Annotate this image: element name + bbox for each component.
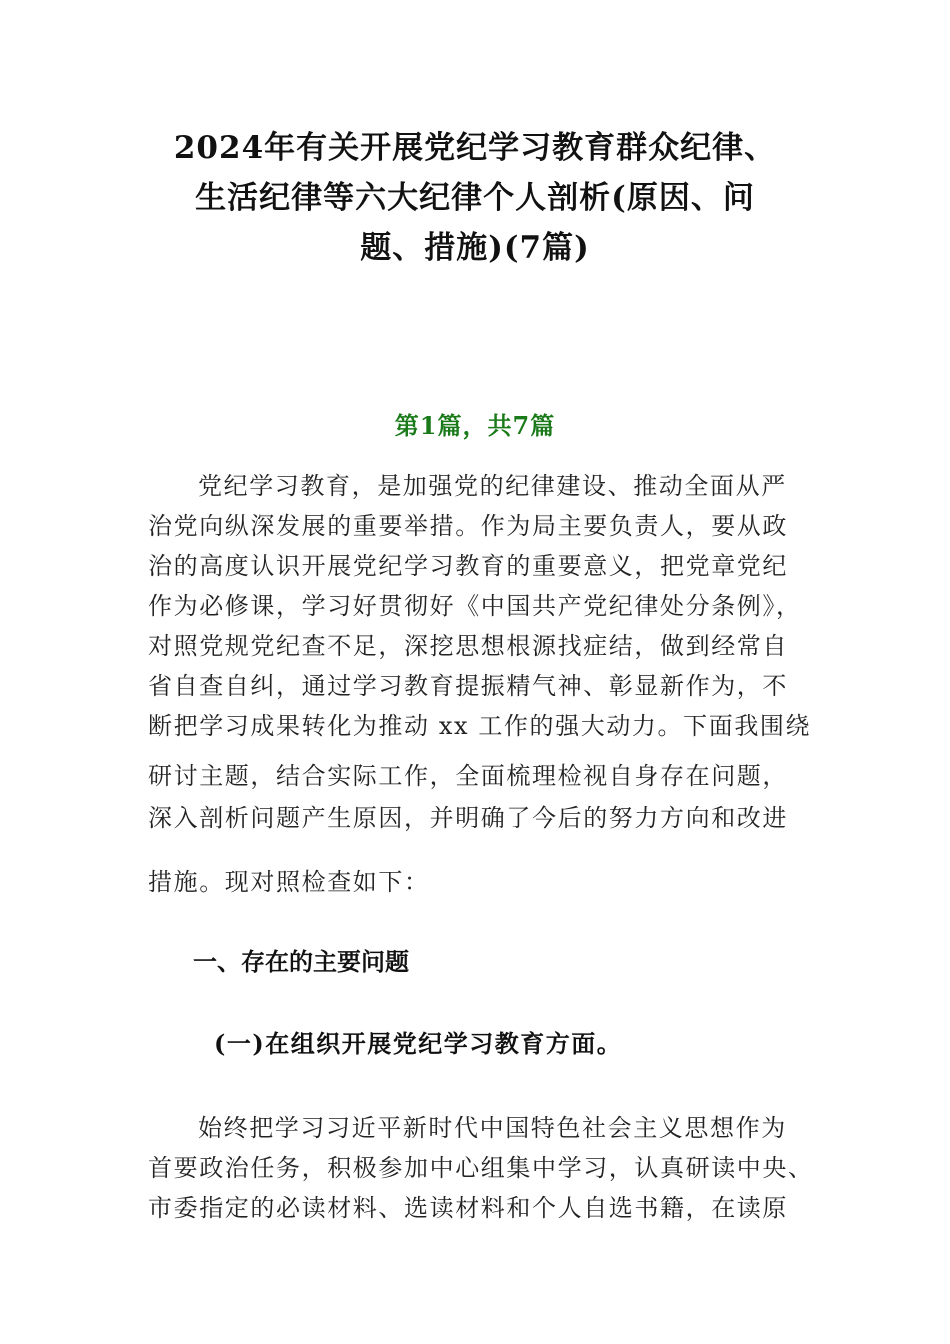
intro-paragraph-line: 治党向纵深发展的重要举措。作为局主要负责人，要从政	[148, 512, 788, 540]
intro-paragraph-line: 深入剖析问题产生原因，并明确了今后的努力方向和改进	[148, 804, 788, 832]
subsection-heading: (一)在组织开展党纪学习教育方面。	[214, 1029, 623, 1058]
body-paragraph-line: 市委指定的必读材料、选读材料和个人自选书籍，在读原	[148, 1194, 788, 1222]
intro-paragraph-line: 治的高度认识开展党纪学习教育的重要意义，把党章党纪	[148, 552, 788, 580]
section-heading: 一、存在的主要问题	[193, 948, 409, 976]
intro-paragraph-line: 党纪学习教育，是加强党的纪律建设、推动全面从严	[198, 472, 787, 500]
intro-paragraph-line: 省自查自纠，通过学习教育提振精气神、彰显新作为，不	[148, 672, 788, 700]
intro-paragraph-line: 断把学习成果转化为推动 xx 工作的强大动力。下面我围绕	[148, 712, 812, 740]
body-paragraph-line: 首要政治任务，积极参加中心组集中学习，认真研读中央、	[148, 1154, 814, 1182]
body-paragraph-line: 始终把学习习近平新时代中国特色社会主义思想作为	[198, 1114, 787, 1142]
part-label: 第1篇，共7篇	[394, 411, 556, 440]
intro-paragraph-line: 作为必修课，学习好贯彻好《中国共产党纪律处分条例》，	[148, 592, 802, 620]
intro-paragraph-line: 研讨主题，结合实际工作，全面梳理检视自身存在问题，	[148, 762, 788, 790]
intro-paragraph-line: 措施。现对照检查如下：	[148, 868, 430, 896]
document-title-line-2: 生活纪律等六大纪律个人剖析(原因、问	[195, 180, 755, 216]
intro-paragraph-line: 对照党规党纪查不足，深挖思想根源找症结，做到经常自	[148, 632, 788, 660]
document-title-line-1: 2024年有关开展党纪学习教育群众纪律、	[173, 130, 777, 166]
document-title-line-3: 题、措施)(7篇)	[360, 230, 590, 266]
